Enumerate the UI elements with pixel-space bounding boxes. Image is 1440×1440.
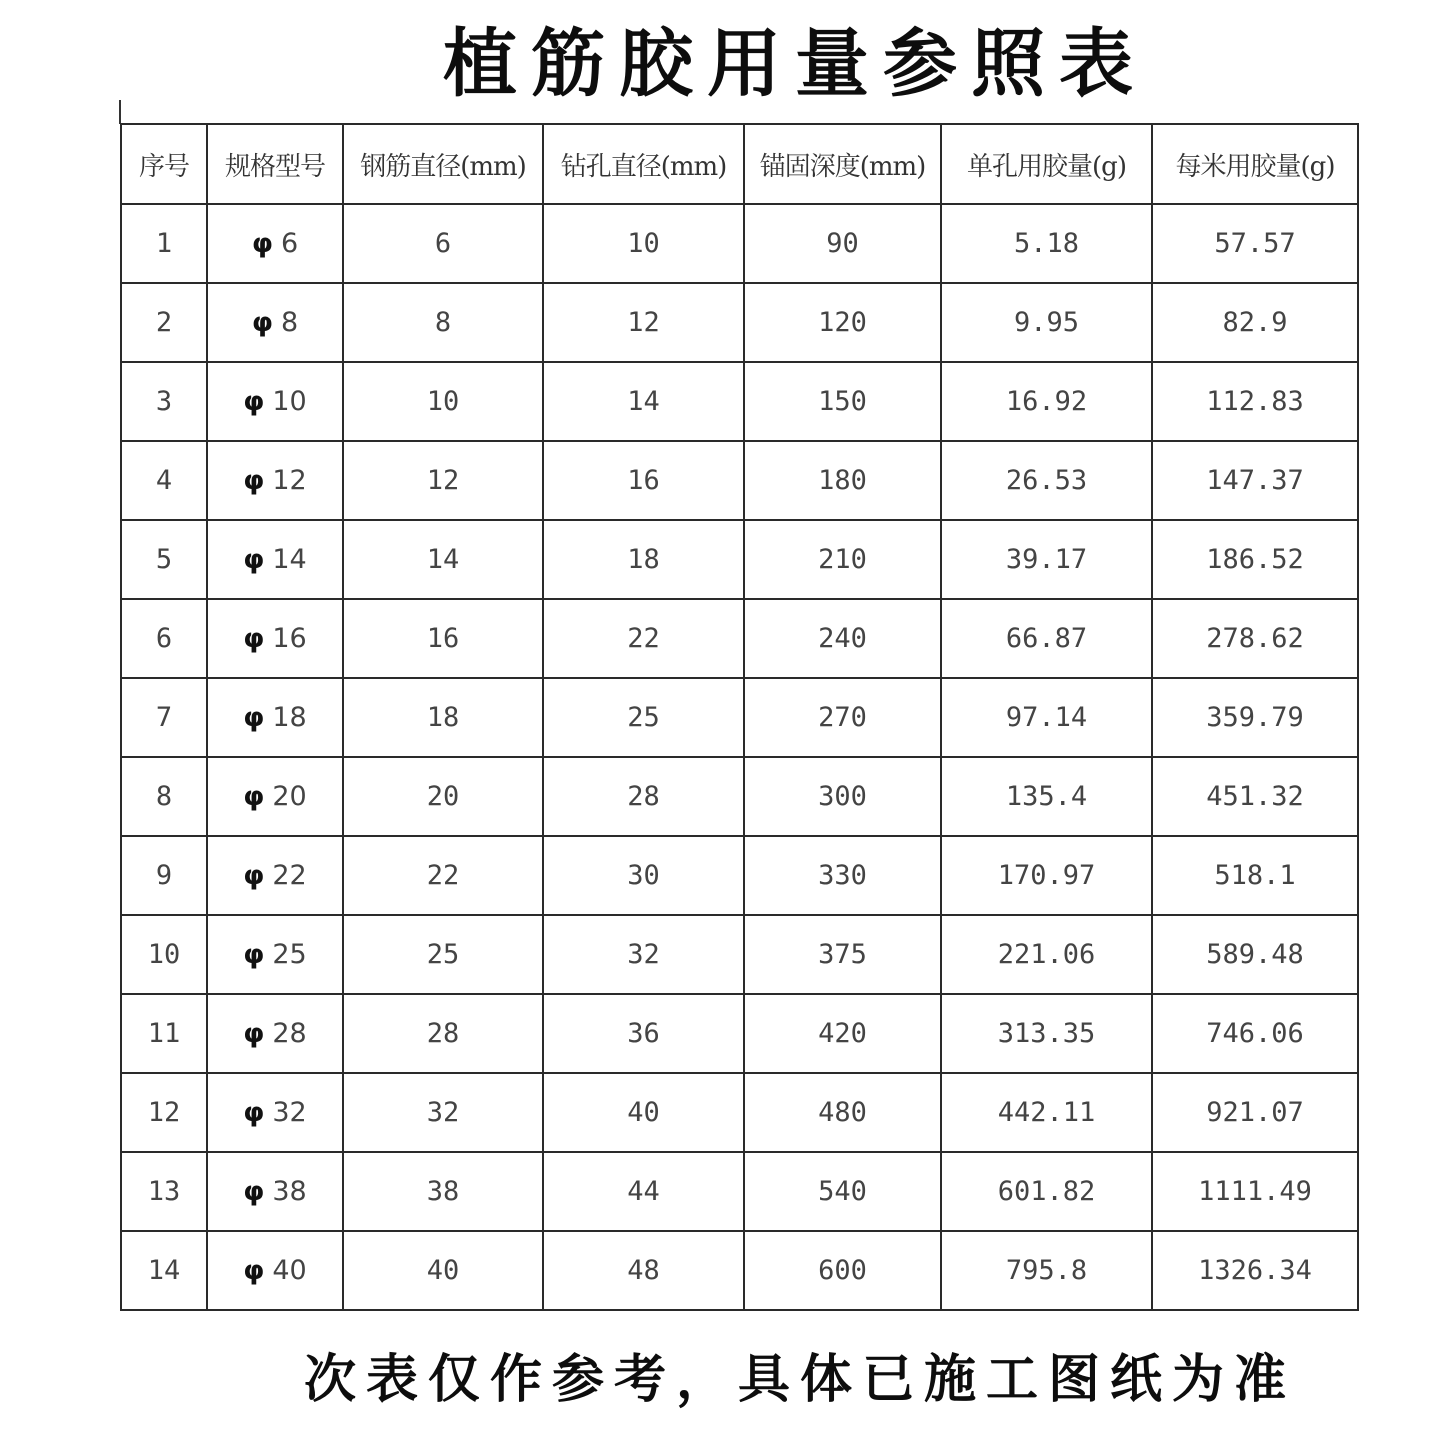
cell-anchor-depth: 420 xyxy=(744,994,941,1073)
phi-symbol: φ xyxy=(243,1176,265,1207)
spec-value: 18 xyxy=(272,702,307,733)
glue-usage-table xyxy=(120,123,1359,1311)
spec-value: 10 xyxy=(272,386,307,417)
spec-value: 40 xyxy=(272,1255,307,1286)
cell-hole-diameter: 14 xyxy=(543,362,744,441)
cell-glue-per-hole: 135.4 xyxy=(941,757,1152,836)
cell-rebar-diameter: 12 xyxy=(343,441,543,520)
spec-value: 32 xyxy=(272,1097,307,1128)
glue-usage-table-container xyxy=(120,123,1357,1311)
cell-hole-diameter: 40 xyxy=(543,1073,744,1152)
cell-no: 2 xyxy=(121,283,207,362)
header-row xyxy=(121,124,1358,204)
cell-no: 6 xyxy=(121,599,207,678)
cell-anchor-depth: 150 xyxy=(744,362,941,441)
cell-rebar-diameter: 22 xyxy=(343,836,543,915)
cell-glue-per-hole: 9.95 xyxy=(941,283,1152,362)
cell-glue-per-meter: 186.52 xyxy=(1152,520,1358,599)
cell-spec xyxy=(207,994,343,1073)
spec-value: 8 xyxy=(280,307,299,338)
cell-no: 5 xyxy=(121,520,207,599)
page-title: 植筋胶用量参照表 xyxy=(443,21,1147,107)
table-body xyxy=(121,204,1358,1310)
cell-glue-per-meter: 147.37 xyxy=(1152,441,1358,520)
cell-rebar-diameter: 38 xyxy=(343,1152,543,1231)
cell-no: 11 xyxy=(121,994,207,1073)
cell-rebar-diameter: 18 xyxy=(343,678,543,757)
cell-glue-per-meter: 518.1 xyxy=(1152,836,1358,915)
cell-spec xyxy=(207,1073,343,1152)
cell-spec xyxy=(207,1152,343,1231)
cell-spec xyxy=(207,915,343,994)
cell-glue-per-meter: 451.32 xyxy=(1152,757,1358,836)
cell-spec xyxy=(207,836,343,915)
cell-hole-diameter: 16 xyxy=(543,441,744,520)
table-row xyxy=(121,1152,1358,1231)
cell-glue-per-hole: 39.17 xyxy=(941,520,1152,599)
cell-anchor-depth: 210 xyxy=(744,520,941,599)
phi-symbol: φ xyxy=(251,307,273,338)
cell-hole-diameter: 32 xyxy=(543,915,744,994)
cell-spec xyxy=(207,362,343,441)
spec-value: 20 xyxy=(272,781,307,812)
cell-anchor-depth: 600 xyxy=(744,1231,941,1310)
cell-no: 13 xyxy=(121,1152,207,1231)
cell-spec xyxy=(207,204,343,283)
cell-no: 14 xyxy=(121,1231,207,1310)
cell-glue-per-meter: 278.62 xyxy=(1152,599,1358,678)
phi-symbol: φ xyxy=(243,860,265,891)
cell-no: 7 xyxy=(121,678,207,757)
cell-glue-per-meter: 1111.49 xyxy=(1152,1152,1358,1231)
cell-glue-per-meter: 921.07 xyxy=(1152,1073,1358,1152)
table-row xyxy=(121,204,1358,283)
phi-symbol: φ xyxy=(243,1097,265,1128)
cell-hole-diameter: 36 xyxy=(543,994,744,1073)
table-row xyxy=(121,362,1358,441)
cell-glue-per-hole: 170.97 xyxy=(941,836,1152,915)
phi-symbol: φ xyxy=(243,544,265,575)
phi-symbol: φ xyxy=(243,1018,265,1049)
cell-rebar-diameter: 16 xyxy=(343,599,543,678)
cell-spec xyxy=(207,520,343,599)
cell-anchor-depth: 120 xyxy=(744,283,941,362)
cell-glue-per-hole: 313.35 xyxy=(941,994,1152,1073)
cell-anchor-depth: 300 xyxy=(744,757,941,836)
cell-no: 9 xyxy=(121,836,207,915)
table-row xyxy=(121,283,1358,362)
table-row xyxy=(121,441,1358,520)
phi-symbol: φ xyxy=(243,781,265,812)
spec-value: 28 xyxy=(272,1018,307,1049)
cell-rebar-diameter: 10 xyxy=(343,362,543,441)
header-anchor-depth: 锚固深度(mm) xyxy=(744,124,941,204)
table-row xyxy=(121,599,1358,678)
cell-glue-per-meter: 589.48 xyxy=(1152,915,1358,994)
cell-glue-per-hole: 66.87 xyxy=(941,599,1152,678)
cell-glue-per-meter: 1326.34 xyxy=(1152,1231,1358,1310)
phi-symbol: φ xyxy=(251,228,273,259)
cell-anchor-depth: 480 xyxy=(744,1073,941,1152)
cell-no: 12 xyxy=(121,1073,207,1152)
cell-no: 8 xyxy=(121,757,207,836)
cell-no: 3 xyxy=(121,362,207,441)
cell-spec xyxy=(207,757,343,836)
cell-rebar-diameter: 8 xyxy=(343,283,543,362)
cell-hole-diameter: 44 xyxy=(543,1152,744,1231)
spec-value: 38 xyxy=(272,1176,307,1207)
cell-glue-per-hole: 795.8 xyxy=(941,1231,1152,1310)
table-row xyxy=(121,678,1358,757)
header-glue-per-meter: 每米用胶量(g) xyxy=(1152,124,1358,204)
phi-symbol: φ xyxy=(243,1255,265,1286)
cell-glue-per-hole: 5.18 xyxy=(941,204,1152,283)
cell-anchor-depth: 375 xyxy=(744,915,941,994)
cell-anchor-depth: 270 xyxy=(744,678,941,757)
cell-glue-per-hole: 97.14 xyxy=(941,678,1152,757)
phi-symbol: φ xyxy=(243,465,265,496)
spec-value: 12 xyxy=(272,465,307,496)
cell-glue-per-hole: 221.06 xyxy=(941,915,1152,994)
spec-value: 22 xyxy=(272,860,307,891)
cell-hole-diameter: 12 xyxy=(543,283,744,362)
spec-value: 16 xyxy=(272,623,307,654)
cell-glue-per-hole: 601.82 xyxy=(941,1152,1152,1231)
spec-value: 6 xyxy=(280,228,299,259)
cell-hole-diameter: 25 xyxy=(543,678,744,757)
header-glue-per-hole: 单孔用胶量(g) xyxy=(941,124,1152,204)
header-no: 序号 xyxy=(121,124,207,204)
cell-anchor-depth: 240 xyxy=(744,599,941,678)
cell-rebar-diameter: 32 xyxy=(343,1073,543,1152)
cell-rebar-diameter: 14 xyxy=(343,520,543,599)
cell-rebar-diameter: 20 xyxy=(343,757,543,836)
table-row xyxy=(121,1073,1358,1152)
phi-symbol: φ xyxy=(243,702,265,733)
cell-glue-per-hole: 26.53 xyxy=(941,441,1152,520)
table-row xyxy=(121,757,1358,836)
table-header xyxy=(121,124,1358,204)
header-rebar-diameter: 钢筋直径(mm) xyxy=(343,124,543,204)
cell-anchor-depth: 90 xyxy=(744,204,941,283)
cell-spec xyxy=(207,441,343,520)
table-row xyxy=(121,915,1358,994)
spec-value: 14 xyxy=(272,544,307,575)
cell-hole-diameter: 30 xyxy=(543,836,744,915)
cell-no: 1 xyxy=(121,204,207,283)
cell-glue-per-hole: 442.11 xyxy=(941,1073,1152,1152)
cell-glue-per-meter: 112.83 xyxy=(1152,362,1358,441)
cell-anchor-depth: 330 xyxy=(744,836,941,915)
phi-symbol: φ xyxy=(243,939,265,970)
cell-spec xyxy=(207,599,343,678)
cell-glue-per-meter: 57.57 xyxy=(1152,204,1358,283)
phi-symbol: φ xyxy=(243,386,265,417)
cell-glue-per-meter: 82.9 xyxy=(1152,283,1358,362)
cell-anchor-depth: 180 xyxy=(744,441,941,520)
cell-rebar-diameter: 28 xyxy=(343,994,543,1073)
cell-hole-diameter: 18 xyxy=(543,520,744,599)
cell-hole-diameter: 22 xyxy=(543,599,744,678)
header-hole-diameter: 钻孔直径(mm) xyxy=(543,124,744,204)
table-row xyxy=(121,836,1358,915)
cell-hole-diameter: 28 xyxy=(543,757,744,836)
table-row xyxy=(121,1231,1358,1310)
cell-rebar-diameter: 40 xyxy=(343,1231,543,1310)
cell-glue-per-hole: 16.92 xyxy=(941,362,1152,441)
cell-hole-diameter: 48 xyxy=(543,1231,744,1310)
cell-spec xyxy=(207,283,343,362)
header-spec: 规格型号 xyxy=(207,124,343,204)
cell-glue-per-meter: 359.79 xyxy=(1152,678,1358,757)
table-row xyxy=(121,520,1358,599)
cell-rebar-diameter: 25 xyxy=(343,915,543,994)
cell-no: 10 xyxy=(121,915,207,994)
phi-symbol: φ xyxy=(243,623,265,654)
footer-note: 次表仅作参考，具体已施工图纸为准 xyxy=(303,1349,1296,1410)
cell-no: 4 xyxy=(121,441,207,520)
spec-value: 25 xyxy=(272,939,307,970)
table-row xyxy=(121,994,1358,1073)
cell-rebar-diameter: 6 xyxy=(343,204,543,283)
cell-spec xyxy=(207,678,343,757)
cell-anchor-depth: 540 xyxy=(744,1152,941,1231)
cell-glue-per-meter: 746.06 xyxy=(1152,994,1358,1073)
cell-spec xyxy=(207,1231,343,1310)
table-corner-mark xyxy=(119,100,121,124)
cell-hole-diameter: 10 xyxy=(543,204,744,283)
